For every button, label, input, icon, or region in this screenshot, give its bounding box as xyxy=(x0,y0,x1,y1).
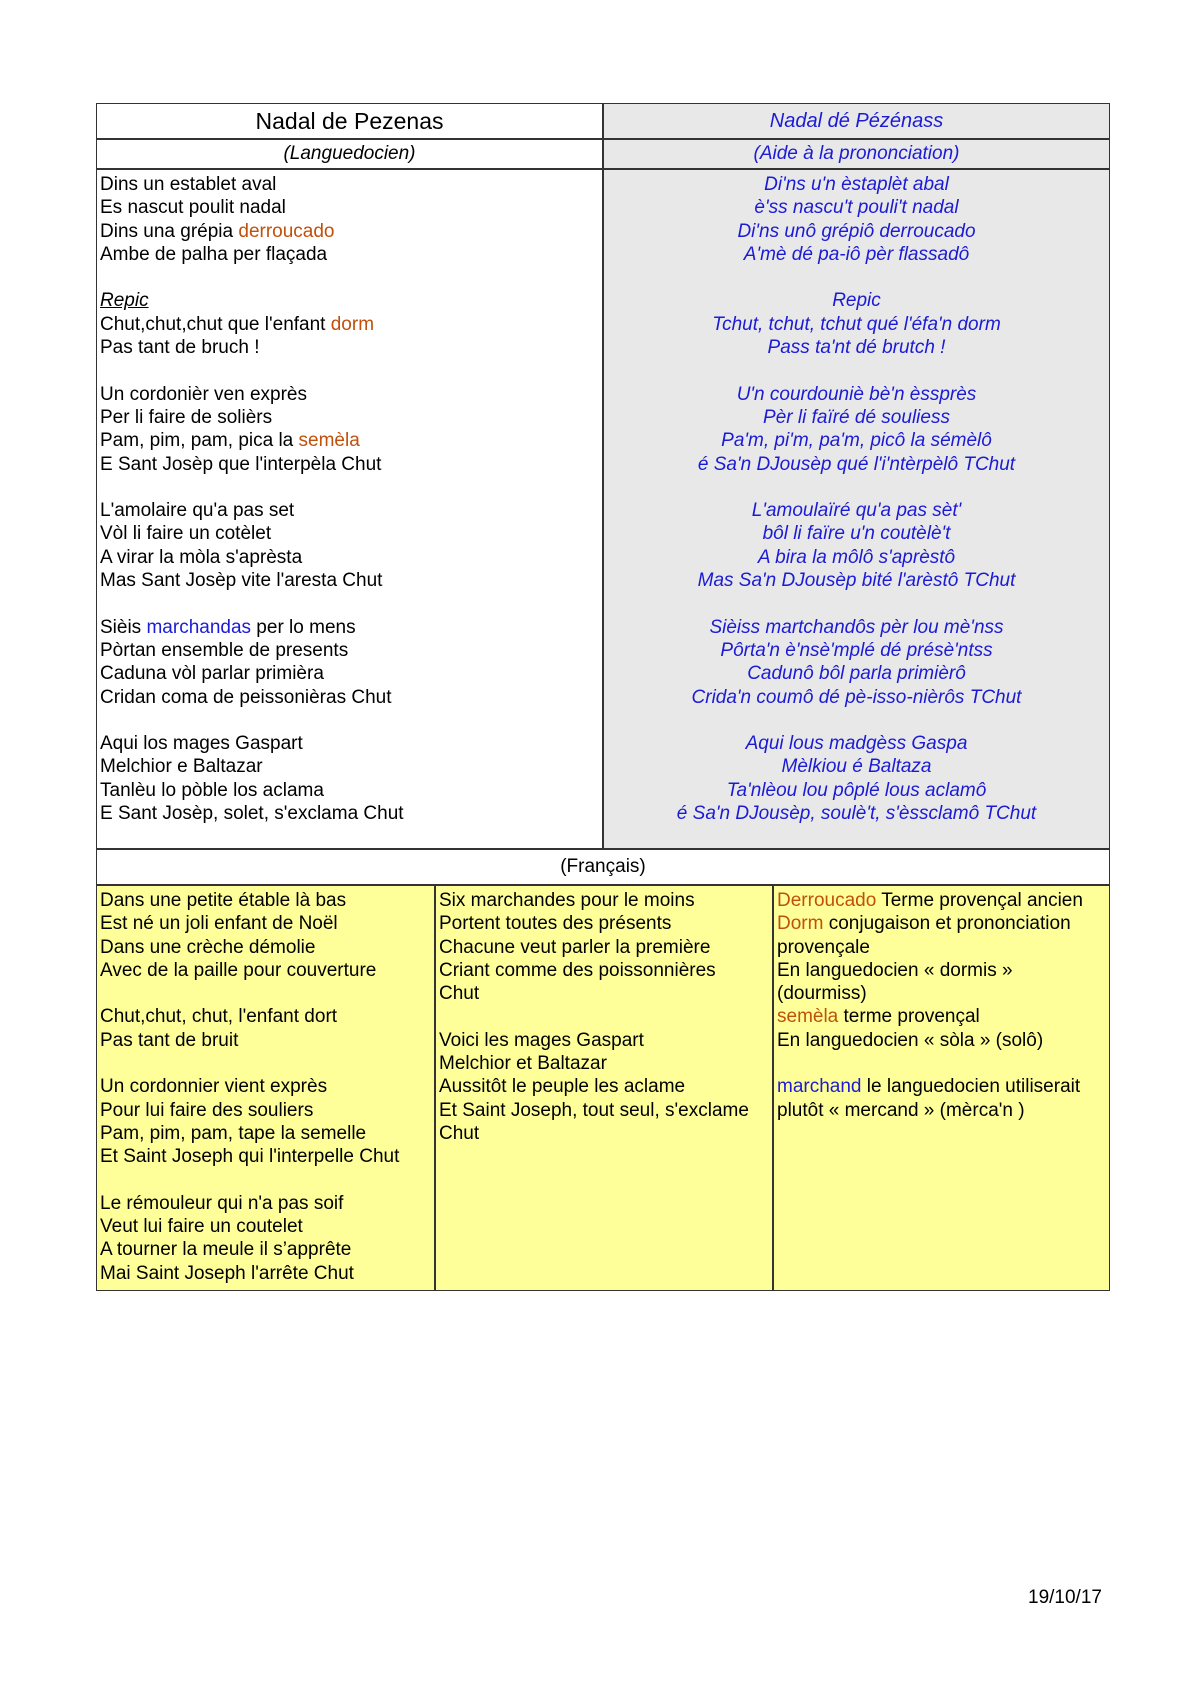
pron-line: U'n courdouniè bè'n èssprès xyxy=(736,383,977,405)
lyric-line: Dins un establet aval xyxy=(100,174,277,195)
note-line: semèla terme provençal xyxy=(777,1006,980,1028)
fr-line: Criant comme des poissonnières xyxy=(439,959,716,981)
pron-line: é Sa'n DJousèp, soulè't, s'èssclamô TChut xyxy=(676,803,1037,825)
fr-line: Mai Saint Joseph l'arrête Chut xyxy=(100,1262,354,1284)
fr-line: Veut lui faire un coutelet xyxy=(100,1216,303,1238)
pron-line: A bira la môlô s'aprèstô xyxy=(757,546,956,568)
note-term: Derroucado xyxy=(777,890,877,911)
note-term: semèla xyxy=(777,1006,839,1028)
lyric-line: Es nascut poulit nadal xyxy=(100,197,286,219)
pron-line: A'mè dé pa-iô pèr flassadô xyxy=(743,243,970,265)
stanza-gap xyxy=(607,709,1106,732)
francais-col-2 xyxy=(435,885,773,1291)
pron-line: Mas Sa'n DJousèp bité l'arèstô TChut xyxy=(697,570,1016,592)
fr-line: Avec de la paille pour couverture xyxy=(100,959,377,981)
lyric-line: Mas Sant Josèp vite l'aresta Chut xyxy=(100,570,383,592)
lyrics-pronunciation xyxy=(603,169,1110,849)
lyric-line: Melchior e Baltazar xyxy=(100,756,263,778)
lyric-line: Dins una grépia derroucado xyxy=(100,220,335,242)
francais-col-1 xyxy=(96,885,435,1291)
note-line: En languedocien « sòla » (solô) xyxy=(777,1029,1044,1051)
lyric-line: Vòl li faire un cotèlet xyxy=(100,523,272,545)
stanza-gap xyxy=(100,1052,431,1075)
note-line: (dourmiss) xyxy=(777,983,867,1005)
lyrics-row xyxy=(96,169,1110,849)
note-line: En languedocien « dormis » xyxy=(777,959,1013,981)
note-line: plutôt « mercand » (mèrca'n ) xyxy=(777,1099,1025,1121)
lyric-line: Un cordonièr ven exprès xyxy=(100,383,307,405)
pron-line: L'amoulaïré qu'a pas sèt' xyxy=(751,500,962,522)
lyrics-languedocien xyxy=(96,169,603,849)
stanza-gap xyxy=(607,476,1106,499)
fr-line: Pas tant de bruit xyxy=(100,1029,239,1051)
fr-line: Chut xyxy=(439,983,480,1005)
pron-line: Di'ns u'n èstaplèt abal xyxy=(764,174,949,195)
lyric-line: L'amolaire qu'a pas set xyxy=(100,500,295,522)
song-title: Nadal de Pezenas xyxy=(96,103,603,139)
note-term: marchand xyxy=(777,1076,862,1098)
stanza-gap xyxy=(100,476,599,499)
francais-header-row xyxy=(96,849,1110,885)
pron-refrain-label: Repic xyxy=(832,290,881,312)
note-line: Derroucado Terme provençal ancien xyxy=(777,890,1083,911)
highlight-word: derroucado xyxy=(238,220,335,242)
pron-line: è'ss nascu't pouli't nadal xyxy=(754,197,959,219)
pronunciation-label: (Aide à la prononciation) xyxy=(603,139,1110,169)
lyric-line: E Sant Josèp, solet, s'exclama Chut xyxy=(100,803,404,825)
lyric-line: Pòrtan ensemble de presents xyxy=(100,639,349,661)
fr-line: Aussitôt le peuple les aclame xyxy=(439,1076,686,1098)
song-sheet xyxy=(96,103,1110,1291)
lyric-line: Pas tant de bruch ! xyxy=(100,337,260,359)
lyric-line: Pam, pim, pam, pica la semèla xyxy=(100,430,360,452)
pron-line: bôl li faïre u'n coutèlè't xyxy=(762,523,951,545)
pron-line: Mèlkiou é Baltaza xyxy=(781,756,932,778)
lyric-line: Per li faire de solièrs xyxy=(100,406,273,428)
francais-header: (Français) xyxy=(96,849,1110,885)
refrain-label: Repic xyxy=(100,290,149,312)
lyric-line: E Sant Josèp que l'interpèla Chut xyxy=(100,453,382,475)
pron-line: Tchut, tchut, tchut qué l'éfa'n dorm xyxy=(712,313,1001,335)
pron-line: Ta'nlèou lou pôplé lous aclamô xyxy=(726,779,987,801)
lyric-line: Aqui los mages Gaspart xyxy=(100,733,303,755)
fr-line: Melchior et Baltazar xyxy=(439,1053,607,1075)
fr-line: Et Saint Joseph, tout seul, s'exclame xyxy=(439,1099,749,1121)
stanza-gap xyxy=(100,1169,431,1192)
lyric-line: Sièis marchandas per lo mens xyxy=(100,616,356,638)
fr-line: Voici les mages Gaspart xyxy=(439,1029,644,1051)
stanza-gap xyxy=(100,359,599,382)
stanza-gap xyxy=(607,592,1106,615)
stanza-gap xyxy=(100,709,599,732)
highlight-word: marchandas xyxy=(146,616,252,638)
pron-line: Di'ns unô grépiô derroucado xyxy=(737,220,976,242)
song-title-pronunciation: Nadal dé Pézénass xyxy=(603,103,1110,139)
note-line: marchand le languedocien utiliserait xyxy=(777,1076,1081,1098)
pron-line: Crida'n coumô dé pè-isso-nièrôs TChut xyxy=(691,686,1022,708)
fr-line: Chut,chut, chut, l'enfant dort xyxy=(100,1006,338,1028)
pron-line: Cadunô bôl parla primièrô xyxy=(747,663,966,685)
language-label: (Languedocien) xyxy=(96,139,603,169)
lyric-line: Caduna vòl parlar primièra xyxy=(100,663,324,685)
fr-line: Le rémouleur qui n'a pas soif xyxy=(100,1192,344,1214)
stanza-gap xyxy=(607,359,1106,382)
fr-line: Un cordonnier vient exprès xyxy=(100,1076,328,1098)
note-line: Dorm conjugaison et prononciation xyxy=(777,913,1071,935)
fr-line: Portent toutes des présents xyxy=(439,913,672,935)
fr-line: A tourner la meule il s’apprête xyxy=(100,1239,352,1261)
page-date: 19/10/17 xyxy=(1028,1587,1102,1608)
fr-line: Dans une crèche démolie xyxy=(100,936,316,958)
title-row xyxy=(96,103,1110,139)
stanza-gap xyxy=(100,266,599,289)
note-term: Dorm xyxy=(777,913,824,935)
stanza-gap xyxy=(777,1052,1106,1075)
francais-row xyxy=(96,885,1110,1291)
fr-line: Chacune veut parler la première xyxy=(439,936,711,958)
lyric-line: Chut,chut,chut que l'enfant dorm xyxy=(100,313,375,335)
pron-line: é Sa'n DJousèp qué l'i'ntèrpèlô TChut xyxy=(697,453,1016,475)
stanza-gap xyxy=(100,982,431,1005)
note-line: provençale xyxy=(777,936,870,958)
fr-line: Et Saint Joseph qui l'interpelle Chut xyxy=(100,1146,400,1168)
fr-line: Dans une petite étable là bas xyxy=(100,890,347,911)
fr-line: Pam, pim, pam, tape la semelle xyxy=(100,1122,367,1144)
fr-line: Chut xyxy=(439,1122,480,1144)
fr-line: Est né un joli enfant de Noël xyxy=(100,913,338,935)
fr-line: Six marchandes pour le moins xyxy=(439,890,695,911)
pron-line: Pèr li faïré dé souliess xyxy=(763,406,950,428)
pron-line: Aqui lous madgèss Gaspa xyxy=(745,733,968,755)
pron-line: Pa'm, pi'm, pa'm, picô la sémèlô xyxy=(721,430,992,452)
stanza-gap xyxy=(100,592,599,615)
francais-notes xyxy=(773,885,1110,1291)
fr-line: Pour lui faire des souliers xyxy=(100,1099,314,1121)
stanza-gap xyxy=(607,266,1106,289)
lyric-line: A virar la mòla s'aprèsta xyxy=(100,546,303,568)
lyric-line: Cridan coma de peissonièras Chut xyxy=(100,686,392,708)
lyric-line: Tanlèu lo pòble los aclama xyxy=(100,779,324,801)
stanza-gap xyxy=(439,1005,769,1028)
lyric-line: Ambe de palha per flaçada xyxy=(100,243,328,265)
pron-line: Pass ta'nt dé brutch ! xyxy=(767,337,946,359)
highlight-word: semèla xyxy=(298,430,360,452)
pron-line: Pôrta'n è'nsè'mplé dé présè'ntss xyxy=(720,639,993,661)
subtitle-row xyxy=(96,139,1110,169)
pron-line: Sièiss martchandôs pèr lou mè'nss xyxy=(709,616,1004,638)
highlight-word: dorm xyxy=(330,313,375,335)
